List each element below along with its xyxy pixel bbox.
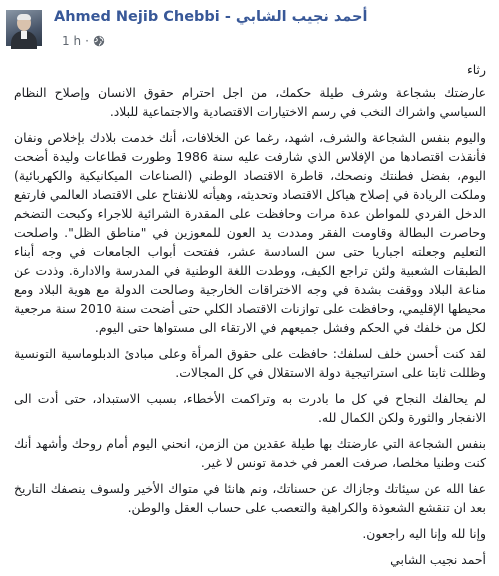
post-timestamp[interactable]: 1 h	[62, 34, 82, 48]
avatar-hair	[17, 14, 31, 20]
post-paragraph: واليوم بنفس الشجاعة والشرف، اشهد، رغما عن الخلافات، أنك خدمت بلادك بإخلاص ونفان فأنقذت اقتصادها من الإفلاس الذي شارفت عليه سنة 1986 وطورت قطاعات وليدة أضحت اليوم، بفضل فطنتك ونصحك، قاطرة الاقتصاد الوطني (الصناعات الميكانيكية والكهربائية) وملكت الريادة في إصلاح هياكل الاقتصاد وتحديثه، وهيأته للانفتاح على الاقتصاد العالمي فارتفع الدخل الفردي للمواطن عدة مرات وحافظت على المقدرة الشرائية للاجراء وكبحت التضخم وحاصرت البطالة وقاومت الفقر ومددت يد العون للمعوزين في "مناطق الظل". واصلحت التعليم وجعلته اجباريا حتى سن السادسة عشر، ففتحت أبواب الجامعات في وجه أبناء الطبقات الشعبية ولئن تراجع الكيف، ووطدت اللغة الوطنية في المدرسة والادارة. وذدت عن مناعة البلاد ووقفت بشدة في وجه الاختراقات الخارجية وصالحت الدولة مع هوية البلاد ومع محيطها الإقليمي، وحافظت على توازنات الاقتصاد الكلي حتى أضحت سنة 2010 سنة مرجعية لكل من خلفك في الحكم وفشل جميعهم في الارتقاء الى مستواها حتى اليوم.	[14, 130, 487, 335]
post-paragraph: عارضتك بشجاعة وشرف طيلة حكمك، من اجل احترام حقوق الانسان وإصلاح النظام السياسي واشراك النخب في رسم الاختيارات الاقتصادية والاجتماعية للبلاد.	[14, 85, 486, 119]
globe-icon[interactable]	[93, 35, 105, 47]
author-name[interactable]: Ahmed Nejib Chebbi - أحمد نجيب الشابي	[54, 9, 368, 25]
post-signature: أحمد نجيب الشابي	[390, 552, 486, 567]
author-avatar[interactable]	[6, 10, 42, 46]
meta-separator: ·	[85, 34, 89, 48]
post-paragraph: بنفس الشجاعة التي عارضتك بها طيلة عقدين من الزمن، انحني اليوم أمام روحك وأشهد أنك كنت وطنيا مخلصا، صرفت العمر في خدمة تونس لا غير.	[14, 436, 486, 470]
post-paragraph: رثاء	[466, 62, 486, 77]
post-paragraph: عفا الله عن سيئاتك وجازاك عن حسناتك، ونم هانئا في متواك الأخير ولسوف ينصفك التاريخ بعد ان تنقشع الشعوذة والكراهية والتعصب على حساب العقل والوطن.	[14, 481, 486, 515]
avatar-collar	[21, 31, 27, 39]
post-header	[0, 0, 499, 60]
post-paragraph: وإنا لله وإنا اليه راجعون.	[362, 526, 486, 541]
post-paragraph: لم يحالفك النجاح في كل ما بادرت به وتراكمت الأخطاء، بسبب الاستبداد، حتى أدت الى الانفجار والثورة ولكن الكمال لله.	[14, 391, 486, 425]
post-body	[14, 60, 486, 576]
post-meta	[62, 33, 105, 49]
post-paragraph: لقد كنت أحسن خلف لسلفك: حافظت على حقوق المرأة وعلى مبادئ الدبلوماسية التونسية وظللت ثابتا على استراتيجية دولة الاستقلال في كل المجالات.	[14, 346, 486, 380]
